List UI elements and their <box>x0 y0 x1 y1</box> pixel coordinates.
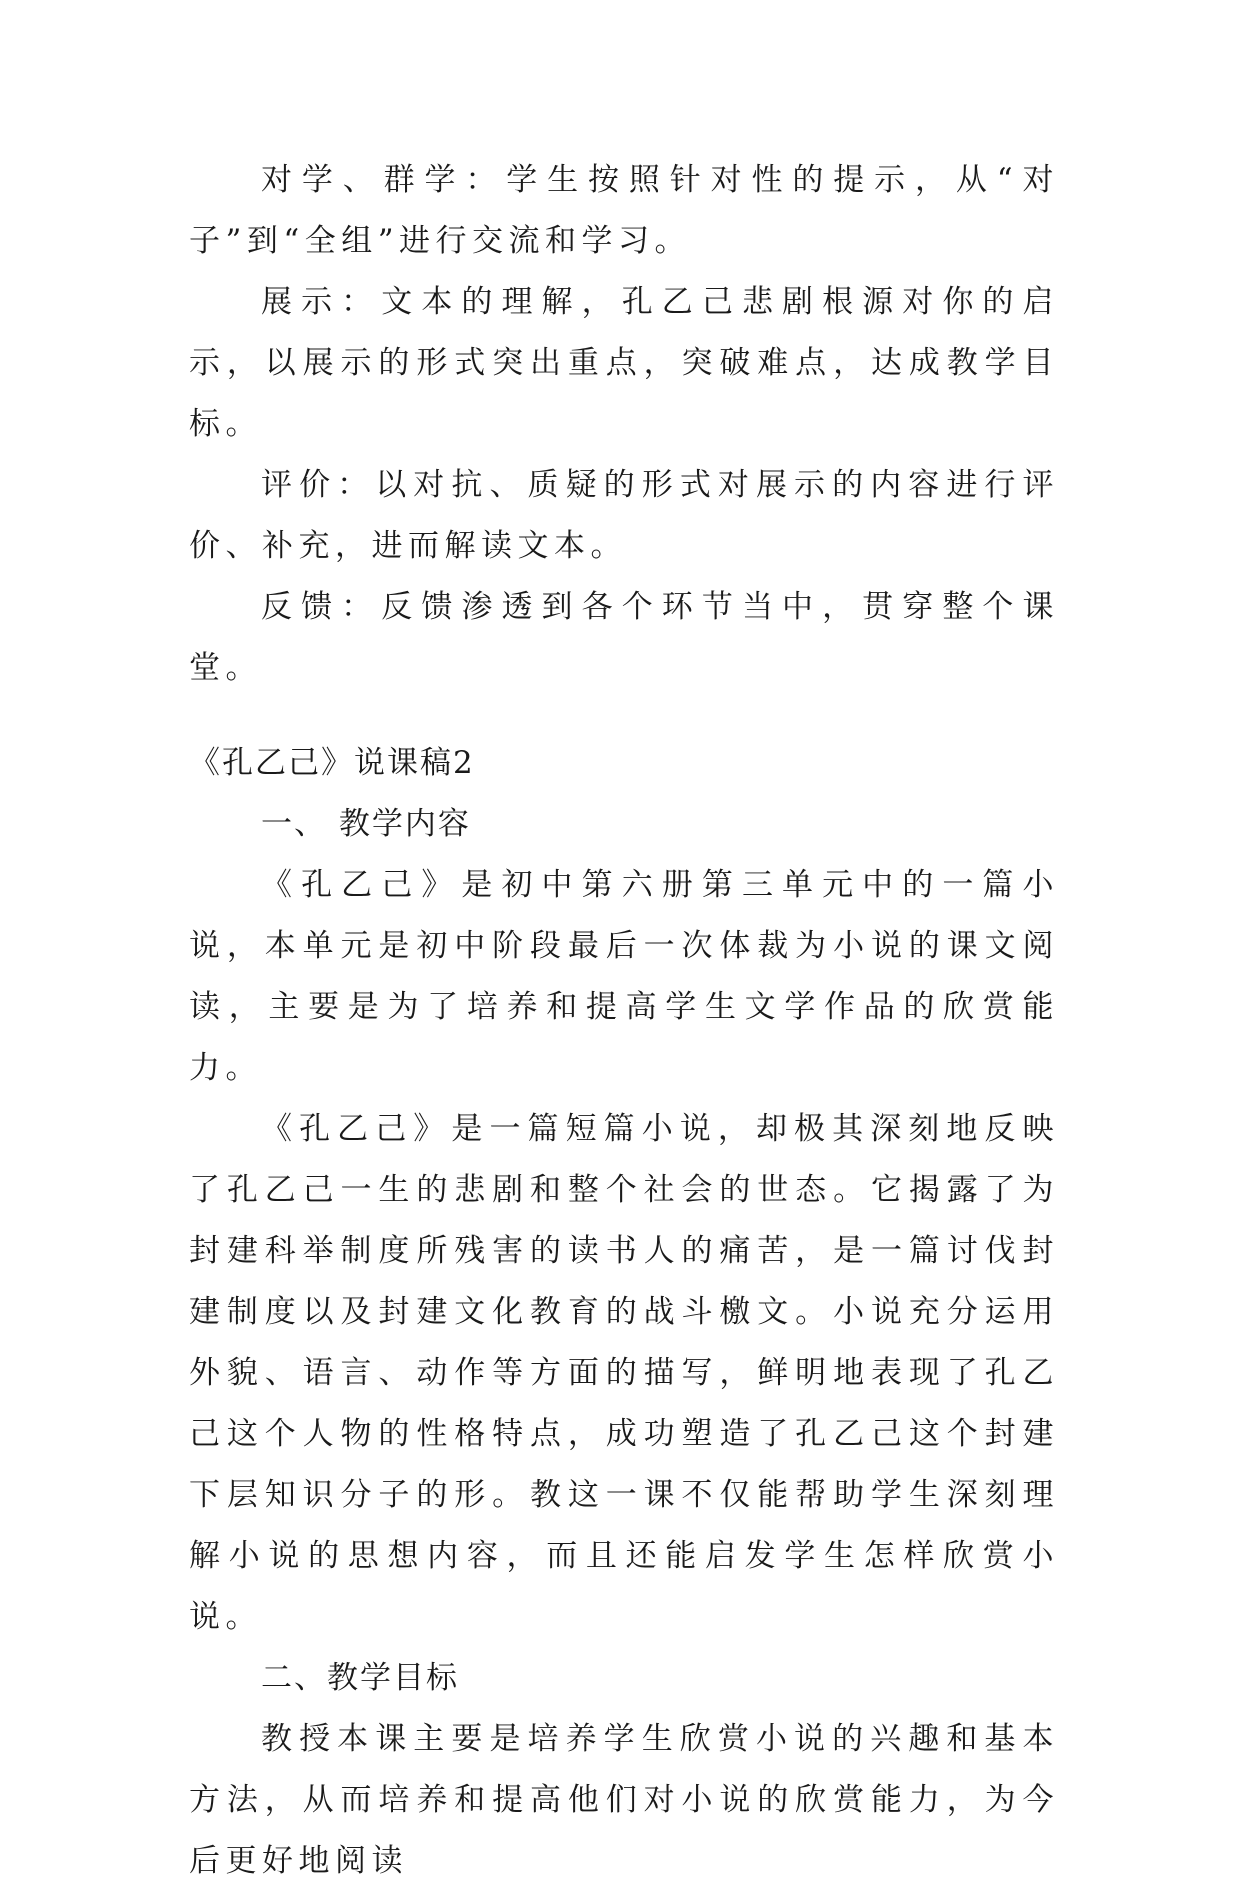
document-title: 《孔乙己》说课稿2 <box>189 745 475 781</box>
paragraph-content-analysis: 《孔乙己》是一篇短篇小说，却极其深刻地反映了孔乙己一生的悲剧和整个社会的世态。它揭露了为封建科举制度所残害的读书人的痛苦，是一篇讨伐封建制度以及封建文化教育的战斗檄文。小说充分运用外貌、语言、动作等方面的描写，鲜明地表现了孔乙己这个人物的性格特点，成功塑造了孔乙己这个封建下层知识分子的形。教这一课不仅能帮助学生深刻理解小说的思想内容，而且还能启发学生怎样欣赏小说。 <box>189 1111 1059 1635</box>
paragraph-content-intro: 《孔乙己》是初中第六册第三单元中的一篇小说，本单元是初中阶段最后一次体裁为小说的课文阅读，主要是为了培养和提高学生文学作品的欣赏能力。 <box>189 867 1059 1086</box>
heading-teaching-goals: 二、教学目标 <box>261 1660 459 1696</box>
paragraph-presentation: 展示：文本的理解，孔乙己悲剧根源对你的启示，以展示的形式突出重点，突破难点，达成教学目标。 <box>189 284 1059 442</box>
section-spacer <box>189 699 1059 733</box>
paragraph-pair-group-study: 对学、群学：学生按照针对性的提示，从“对子”到“全组”进行交流和学习。 <box>189 162 1059 259</box>
paragraph-feedback: 反馈：反馈渗透到各个环节当中，贯穿整个课堂。 <box>189 589 1059 686</box>
heading-teaching-content: 一、 教学内容 <box>261 806 471 842</box>
document-page <box>189 150 1059 1892</box>
paragraph-evaluation: 评价：以对抗、质疑的形式对展示的内容进行评价、补充，进而解读文本。 <box>189 467 1059 564</box>
paragraph-goals: 教授本课主要是培养学生欣赏小说的兴趣和基本方法，从而培养和提高他们对小说的欣赏能力，为今后更好地阅读 <box>189 1721 1059 1879</box>
